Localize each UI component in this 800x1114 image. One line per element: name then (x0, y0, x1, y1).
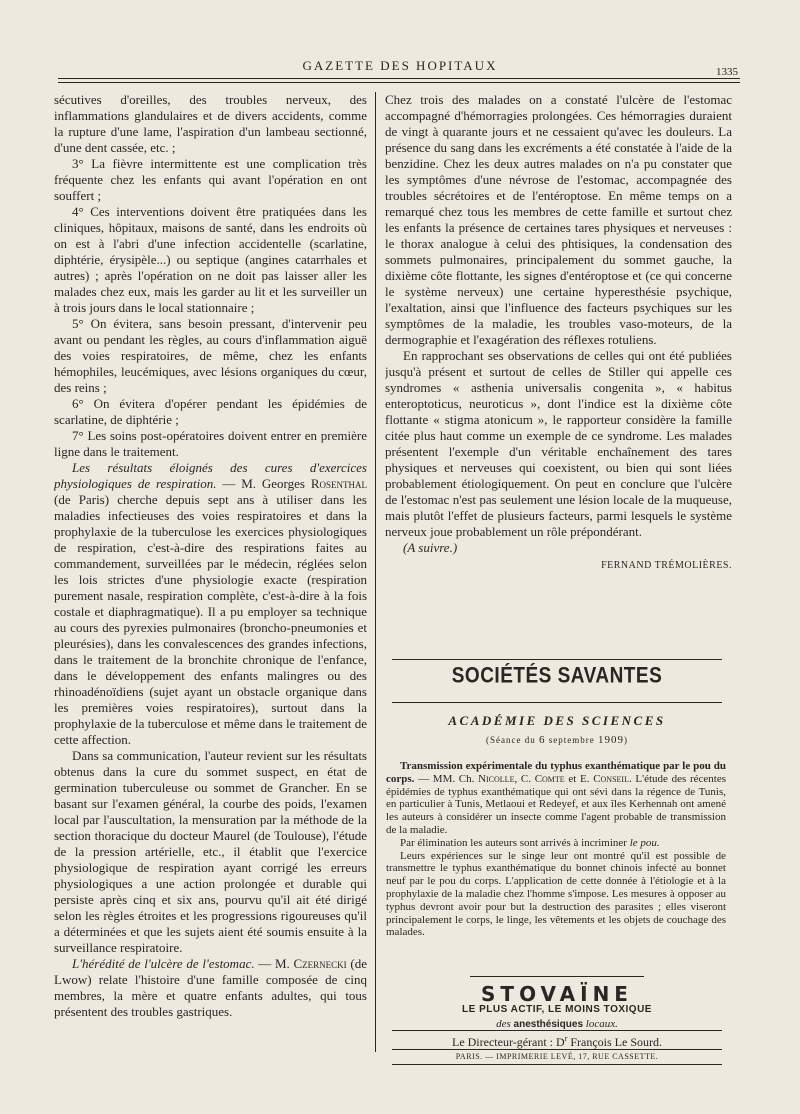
footer-rule-top (392, 1030, 722, 1031)
article-title-ulcere: L'hérédité de l'ulcère de l'estomac. (72, 956, 255, 971)
academy-paragraph-1: Transmission expérimentale du typhus exanthématique par le pou du corps. — MM. Ch. Nicolle, C. Comte et E. Conseil. L'étude des récentes épidémies de typhus exanthématique qui ont sévi dans la régence de Tunis, en particulier à Tunis, Metlaoui et Redeyef, et aux îles Kerhennah ont amené les auteurs à considérer un insecte comme l'agent probable de transmission de la maladie. (386, 760, 726, 836)
academy-report (386, 760, 726, 970)
left-paragraph-4: 5° On évitera, sans besoin pressant, d'intervenir peu avant ou pendant les règles, au cours d'inflammation aiguë des voies respiratoires, de même, chez les enfants hémophiles, leucémiques, avec lésions organiques du cœur, des reins ; (54, 316, 367, 395)
author-czernecki: Czernecki (293, 956, 347, 971)
page-number: 1335 (716, 66, 738, 78)
suivre-note: (A suivre.) (403, 540, 458, 555)
left-paragraph-5: 6° On évitera d'opérer pendant les épidémies de scarlatine, de diphtérie ; (54, 396, 367, 427)
author-comte: Comte (534, 772, 565, 785)
header-rule-top (58, 78, 740, 79)
section-rule-bottom (392, 702, 722, 703)
author-conseil: Conseil (593, 772, 629, 785)
left-column (54, 92, 367, 1062)
left-paragraph-3: 4° Ces interventions doivent être pratiquées dans les cliniques, hôpitaux, maisons de santé, dans les endroits où on est à l'abri d'une infection accidentelle (scarlatine, diphtérie, érysipèle...) ou septique (angines catarrhales et autres) ; après l'opération on ne doit pas laisser aller les malades chez eux, mais les garder au lit et les surveiller un à trois jours dans le local stationnaire ; (54, 204, 367, 315)
left-paragraph-czernecki: L'hérédité de l'ulcère de l'estomac. — M. Czernecki (de Lwow) relate l'histoire d'une famille composée de cinq membres, la mère et quatre enfants adultes, qui tous présentent des troubles gastriques. (54, 956, 367, 1019)
footer-rule-mid (392, 1049, 722, 1050)
section-rule-top (392, 659, 722, 660)
left-paragraph-8: Dans sa communication, l'auteur revient sur les résultats obtenus dans la cure du sommet suspect, en état de germination tuberculeuse ou sommet de Grancher. En se basant sur l'examen général, la courbe des poids, l'examen local par l'auscultation, la mensuration par la méthode de la section thoracique du docteur Maurel (de Toulouse), l'étude de la pression artérielle, etc., il établit que l'exercice physiologique de respiration ayant corrigé les erreurs physiologiques a une action prolongée et durable qui persiste après cinq et six ans, pourvu qu'il ait été dirigé selon les règles étroites et les progressions rigoureuses qu'il a déterminées et que les sujets aient été soumis ensuite à la surveillance respiratoire. (54, 748, 367, 955)
left-paragraph-1: sécutives d'oreilles, des troubles nerveux, des inflammations glandulaires et de divers accidents, comme la rupture d'une lame, l'aspiration d'un lambeau sectionné, d'une dent cassée, etc. ; (54, 92, 367, 155)
academy-title: ACADÉMIE DES SCIENCES (448, 713, 666, 728)
printer-line: PARIS. — IMPRIMERIE LEVÉ, 17, RUE CASSETTE. (455, 1052, 659, 1061)
signature: FERNAND TRÉMOLIÈRES. (601, 560, 732, 571)
right-paragraph-2: En rapprochant ses observations de celles qui ont été publiées jusqu'à présent et surtout de celles de Stiller qui appelle ces syndromes « asthenia universalis congenita », « habitus enteroptoticus, neuroticus », dont l'indice est la dixième côte flottante « stigma atonicum », le rapporteur considère la famille citée plus haut comme un exemple de ce syndrome. Les malades présentent l'exemple d'un véritable enchaînement des tares physiques et nerveuses qui coexistent, ou bien qui sont liées probablement étiologiquement. On peut en conclure que l'ulcère de l'estomac n'est pas seulement une lésion locale de la muqueuse, mais plutôt l'effet de plusieurs facteurs, parmi lesquels le système nerveux joue probablement un rôle prépondérant. (385, 348, 732, 539)
advert-brand: STOVAÏNE (481, 982, 633, 1006)
academy-paragraph-3: Leurs expériences sur le singe leur ont montré qu'il est possible de transmettre le typhus exanthématique du bonnet chinois infecté au bonnet neuf par le pou du corps. L'application de cette donnée à l'étiologie et à la prophylaxie de la maladie chez l'homme s'impose. Les mesures à opposer au typhus devront avoir pour but la destruction des parasites ; elles viseront principalement le corps, le linge, les vêtements et les objets de couchage des malades. (386, 849, 726, 939)
advert-tagline: LE PLUS ACTIF, LE MOINS TOXIQUE (462, 1004, 652, 1015)
section-title: SOCIÉTÉS SAVANTES (451, 664, 663, 689)
suivre-line (403, 540, 732, 556)
left-paragraph-rosenthal: Les résultats éloignés des cures d'exercices physiologiques de respiration. — M. Georges Rosenthal (de Paris) cherche depuis sept ans à utiliser dans les maladies infectieuses des voies respiratoires et dans la prophylaxie de la tuberculose les exercices physiologiques de respiration, c'est-à-dire des respirations faites au commandement, surveillées par le médecin, réglées selon les lois strictes d'une physiologie exacte (respiration purement nasale, respiration complète, c'est-à-dire à la fois costale et diaphragmatique). Il a pu employer sa technique au cours des pyrexies pulmonaires (broncho-pneumonies et pleurésies), dans les convalescences des grandes infections, dans le traitement de la bronchite chronique de l'enfance, dans le développement des enfants malingres ou des rhinoadénoïdiens (sujet ayant un obstacle organique dans les premières voies respiratoires), surtout dans la prophylaxie de la tuberculose et même dans le traitement de cette affection. (54, 460, 367, 747)
right-column (385, 92, 732, 652)
author-nicolle: Nicolle (478, 772, 515, 785)
column-divider (375, 92, 376, 1052)
director-name: François Le Sourd. (567, 1035, 663, 1049)
right-paragraph-1: Chez trois des malades on a constaté l'ulcère de l'estomac accompagné d'hémorragies prolongées. Ces hémorragies duraient de vingt à quarante jours et ne cessaient qu'avec les douleurs. La présence du sang dans les excréments a été constatée à l'aide de la benzidine. Chez les deux autres malades on n'a pu constater que les symptômes d'une névrose de l'estomac, accompagnée des troubles sécrétoires et de l'entéroptose. En même temps on a remarqué chez tous les membres de cette famille et surtout chez les enfants la présence de certaines tares physiques et nerveuses : le thorax analogue à celui des phtisiques, la condensation des sommets pulmonaires, principalement du sommet gauche, la dixième côte flottante, les signes d'entéroptose et (ce qui concerne le système nerveux) une certaine hyperesthésie psychique, l'exaltation, ainsi que l'influence des facteurs psychiques sur les symptômes de la maladie, les troubles vaso-moteurs, de la dermographie et l'exagération des réflexes rotuliens. (385, 92, 732, 347)
advert-rule (470, 976, 644, 977)
article-title-respiration: Les résultats éloignés des cures d'exercices physiologiques de respiration. (54, 460, 367, 491)
academy-paragraph-2: Par élimination les auteurs sont arrivés à incriminer le pou. (400, 836, 660, 849)
report-title: Transmission expérimentale du typhus exanthématique par le pou du corps. (386, 760, 726, 785)
seance-date: (Séance du 6 septembre 1909) (486, 734, 628, 746)
left-paragraph-2: 3° La fièvre intermittente est une complication très fréquente chez les enfants qui avant l'opération en ont souffert ; (54, 156, 367, 203)
director-line: Le Directeur-gérant : $D^r$ François Le Sourd. (451, 1034, 663, 1049)
header-rule-bottom (58, 82, 740, 83)
journal-title: GAZETTE DES HOPITAUX (302, 58, 498, 73)
advert-subline: des anesthésiques locaux. (496, 1018, 618, 1030)
footer-rule-bottom (392, 1064, 722, 1065)
author-rosenthal: Rosenthal (310, 476, 367, 491)
left-paragraph-6: 7° Les soins post-opératoires doivent entrer en première ligne dans le traitement. (54, 428, 367, 459)
